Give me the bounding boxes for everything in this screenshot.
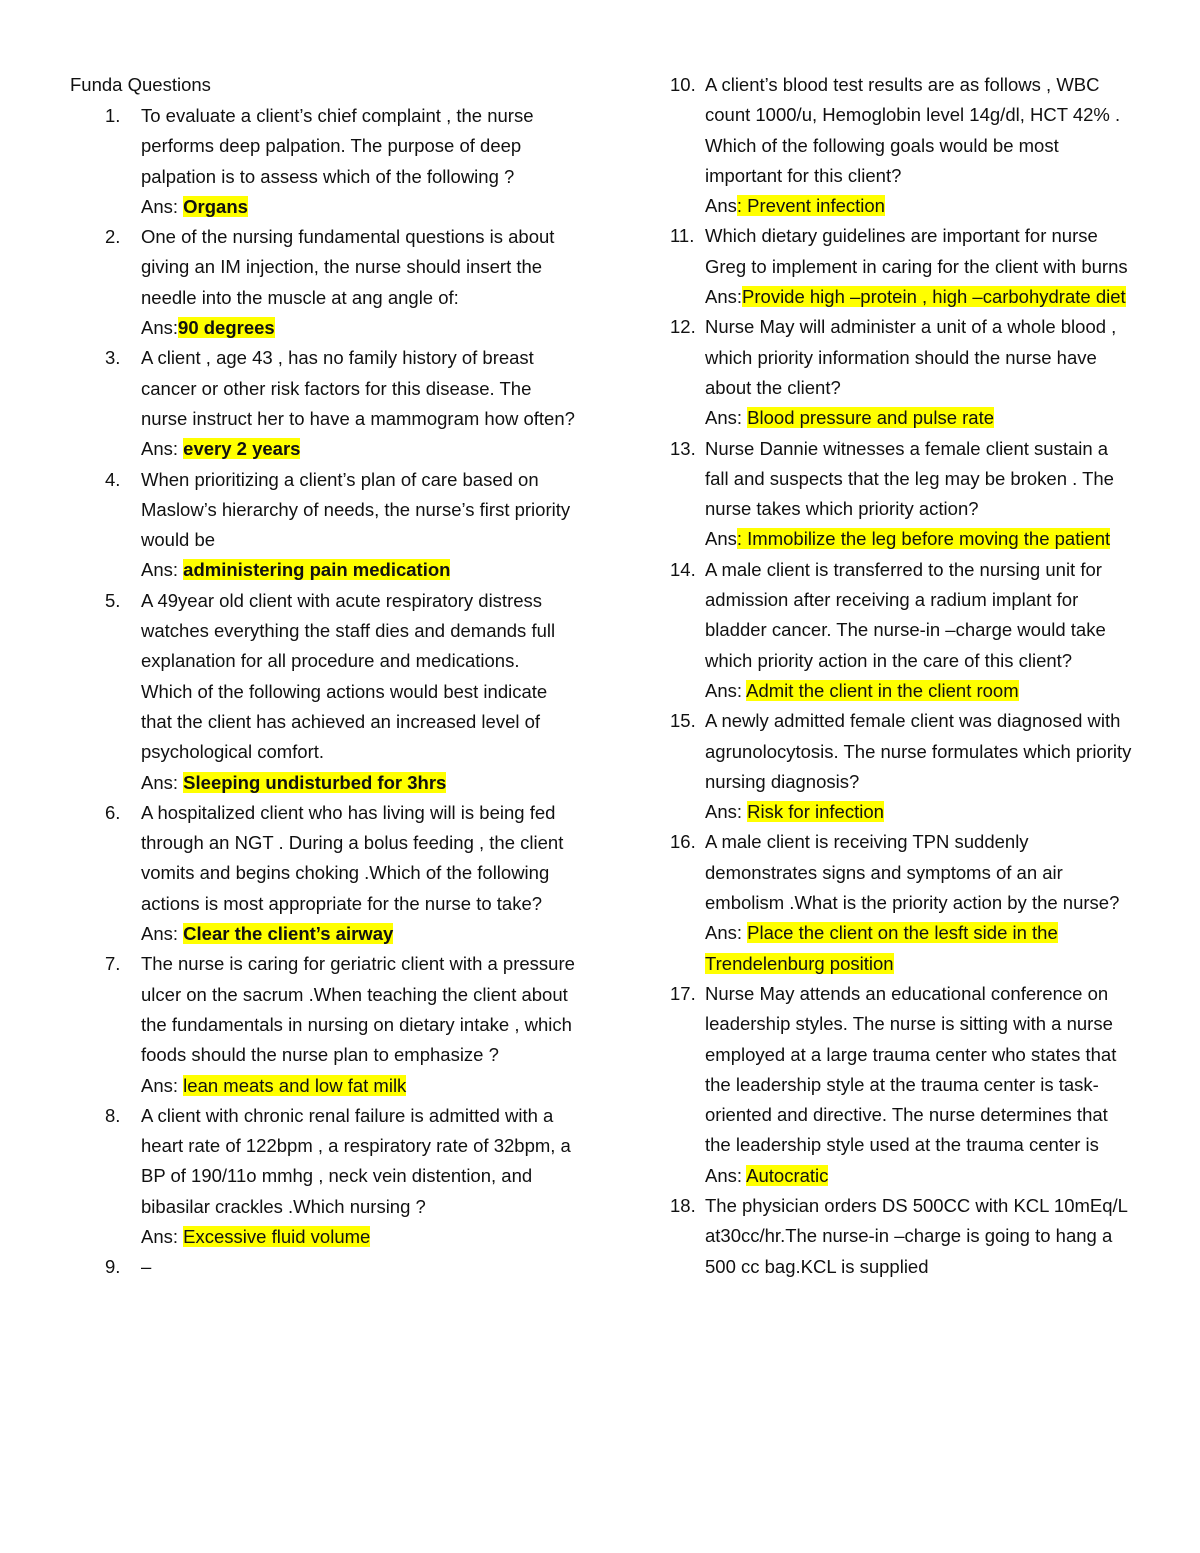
answer-label: Ans: [141,1074,184,1096]
question-number: 6. [105,801,121,823]
answer-label: Ans: [141,559,184,581]
question-number: 17. [670,982,696,1004]
question-text: A 49year old client with acute respiratory distress watches everything the staff dies and demands full explanation for all procedure and medications. Which of the following actions would best indicate that the client has achieved an increased level of psychological comfort. [141,589,556,763]
answer-highlight: Sleeping undisturbed for 3hrs [183,771,447,793]
answer-label: Ans: [705,922,748,944]
question-text: Nurse Dannie witnesses a female client sustain a fall and suspects that the leg may be broken . The nurse takes which priority action? [705,437,1114,520]
answer-label: Ans: [141,317,179,339]
answer-highlight: : Prevent infection [736,195,885,217]
answer-line [705,676,1134,706]
question-number: 13. [670,437,696,459]
question-text: A client , age 43 , has no family history of breast cancer or other risk factors for this disease. The nurse instruct her to have a mammogram how often? [141,347,575,429]
answer-label: Ans [705,528,737,550]
answer-line [141,313,575,343]
question-number: 2. [105,226,121,248]
answer-label: Ans [705,195,737,217]
question-text: Nurse May attends an educational conference on leadership styles. The nurse is sitting with a nurse employed at a large trauma center who states that the leadership style at the trauma center is task-oriented and directive. The nurse determines that the leadership style used at the trauma center is [705,982,1117,1156]
question-number: 10. [670,74,696,95]
answer-highlight: lean meats and low fat milk [183,1074,407,1096]
question-number: 8. [105,1104,121,1126]
question-item [634,312,1134,433]
question-text: The physician orders DS 500CC with KCL 10mEq/L at30cc/hr.The nurse-in –charge is going to hang a 500 cc bag.KCL is supplied [705,1194,1128,1277]
answer-line [141,919,575,949]
question-list-right [634,70,1134,1282]
question-text: A male client is receiving TPN suddenly demonstrates signs and symptoms of an air embolism .What is the priority action by the nurse? [705,831,1120,914]
question-item [70,101,575,222]
question-number: 3. [105,347,121,369]
question-text: A male client is transferred to the nursing unit for admission after receiving a radium implant for bladder cancer. The nurse-in –charge would take which priority action in the care of this client? [705,558,1106,671]
question-item [634,979,1134,1191]
answer-label: Ans: [141,195,184,217]
question-item [634,70,1134,221]
question-item [70,343,575,464]
answer-highlight: Organs [183,195,248,217]
answer-line [141,434,575,464]
question-number: 15. [670,710,696,732]
question-text: A client’s blood test results are as follows , WBC count 1000/u, Hemoglobin level 14g/dl, HCT 42% . Which of the following goals would be most important for this client? [705,74,1121,186]
question-text: A hospitalized client who has living will is being fed through an NGT . During a bolus feeding , the client vomits and begins choking .Which of the following actions is most appropriate for the nurse to take? [141,801,564,914]
answer-highlight: Excessive fluid volume [183,1225,371,1247]
answer-highlight: Blood pressure and pulse rate [747,407,994,429]
page-title: Funda Questions [70,74,211,95]
question-item [634,706,1134,827]
question-number: 18. [670,1194,696,1216]
answer-label: Ans: [141,1225,184,1247]
answer-label: Ans: [141,923,184,945]
answer-highlight: Risk for infection [747,801,884,823]
answer-highlight: Provide high –protein , high –carbohydrate diet [742,286,1126,308]
question-item [70,1101,575,1252]
answer-line [141,1071,575,1101]
question-item [634,434,1134,555]
question-text: Which dietary guidelines are important for nurse Greg to implement in caring for the client with burns [705,225,1128,277]
question-text: The nurse is caring for geriatric client with a pressure ulcer on the sacrum .When teaching the client about the fundamentals in nursing on dietary intake , which foods should the nurse plan to emphasize ? [141,953,575,1066]
answer-highlight: Clear the client’s airway [183,923,394,945]
question-text: A newly admitted female client was diagnosed with agrunolocytosis. The nurse formulates which priority nursing diagnosis? [705,710,1132,792]
question-number: 1. [105,105,121,126]
question-number: 14. [670,558,696,580]
question-number: 16. [670,831,696,853]
question-number: 4. [105,468,121,490]
question-number: 7. [105,953,121,975]
question-item [634,1191,1134,1282]
answer-highlight: Place the client on the lesft side in the Trendelenburg position [705,922,1058,974]
question-number: 9. [105,1256,121,1278]
answer-highlight: every 2 years [183,438,301,460]
answer-line [705,918,1134,979]
question-text: A client with chronic renal failure is admitted with a heart rate of 122bpm , a respiratory rate of 32bpm, a BP of 190/11o mmhg , neck vein distention, and bibasilar crackles .Which nursing ? [141,1104,571,1217]
answer-line [705,797,1134,827]
answer-highlight: : Immobilize the leg before moving the patient [736,528,1111,550]
question-number: 5. [105,589,121,611]
question-number: 12. [670,316,696,338]
answer-line [141,1222,575,1252]
answer-highlight: Autocratic [746,1164,829,1186]
answer-line [141,192,575,222]
answer-highlight: 90 degrees [178,317,275,339]
question-text: When prioritizing a client’s plan of care based on Maslow’s hierarchy of needs, the nurse’s first priority would be [141,468,571,551]
answer-line [705,1161,1134,1191]
answer-label: Ans: [705,801,748,823]
question-item [70,798,575,949]
answer-highlight: administering pain medication [183,559,451,581]
question-text: To evaluate a client’s chief complaint , the nurse performs deep palpation. The purpose of deep palpation is to assess which of the following ? [141,105,534,187]
answer-line [141,768,575,798]
question-item [70,222,575,343]
answer-line [141,555,575,585]
question-text: – [141,1256,152,1278]
question-item [70,586,575,798]
question-list-left [70,101,575,1283]
question-item [634,555,1134,706]
answer-line [705,524,1134,554]
answer-line [705,282,1134,312]
answer-line [705,191,1134,221]
question-text: One of the nursing fundamental questions is about giving an IM injection, the nurse should insert the needle into the muscle at ang angle of: [141,226,555,308]
question-item [70,949,575,1100]
question-item [70,1252,575,1282]
answer-label: Ans: [705,286,743,308]
answer-label: Ans: [705,679,747,701]
answer-line [705,403,1134,433]
question-text: Nurse May will administer a unit of a whole blood , which priority information should the nurse have about the client? [705,316,1117,398]
question-number: 11. [670,225,695,247]
answer-highlight: Admit the client in the client room [746,679,1019,701]
answer-label: Ans: [141,771,184,793]
answer-label: Ans: [705,1164,747,1186]
answer-label: Ans: [141,438,184,460]
answer-label: Ans: [705,407,748,429]
question-item [634,221,1134,312]
question-item [634,827,1134,978]
question-item [70,465,575,586]
